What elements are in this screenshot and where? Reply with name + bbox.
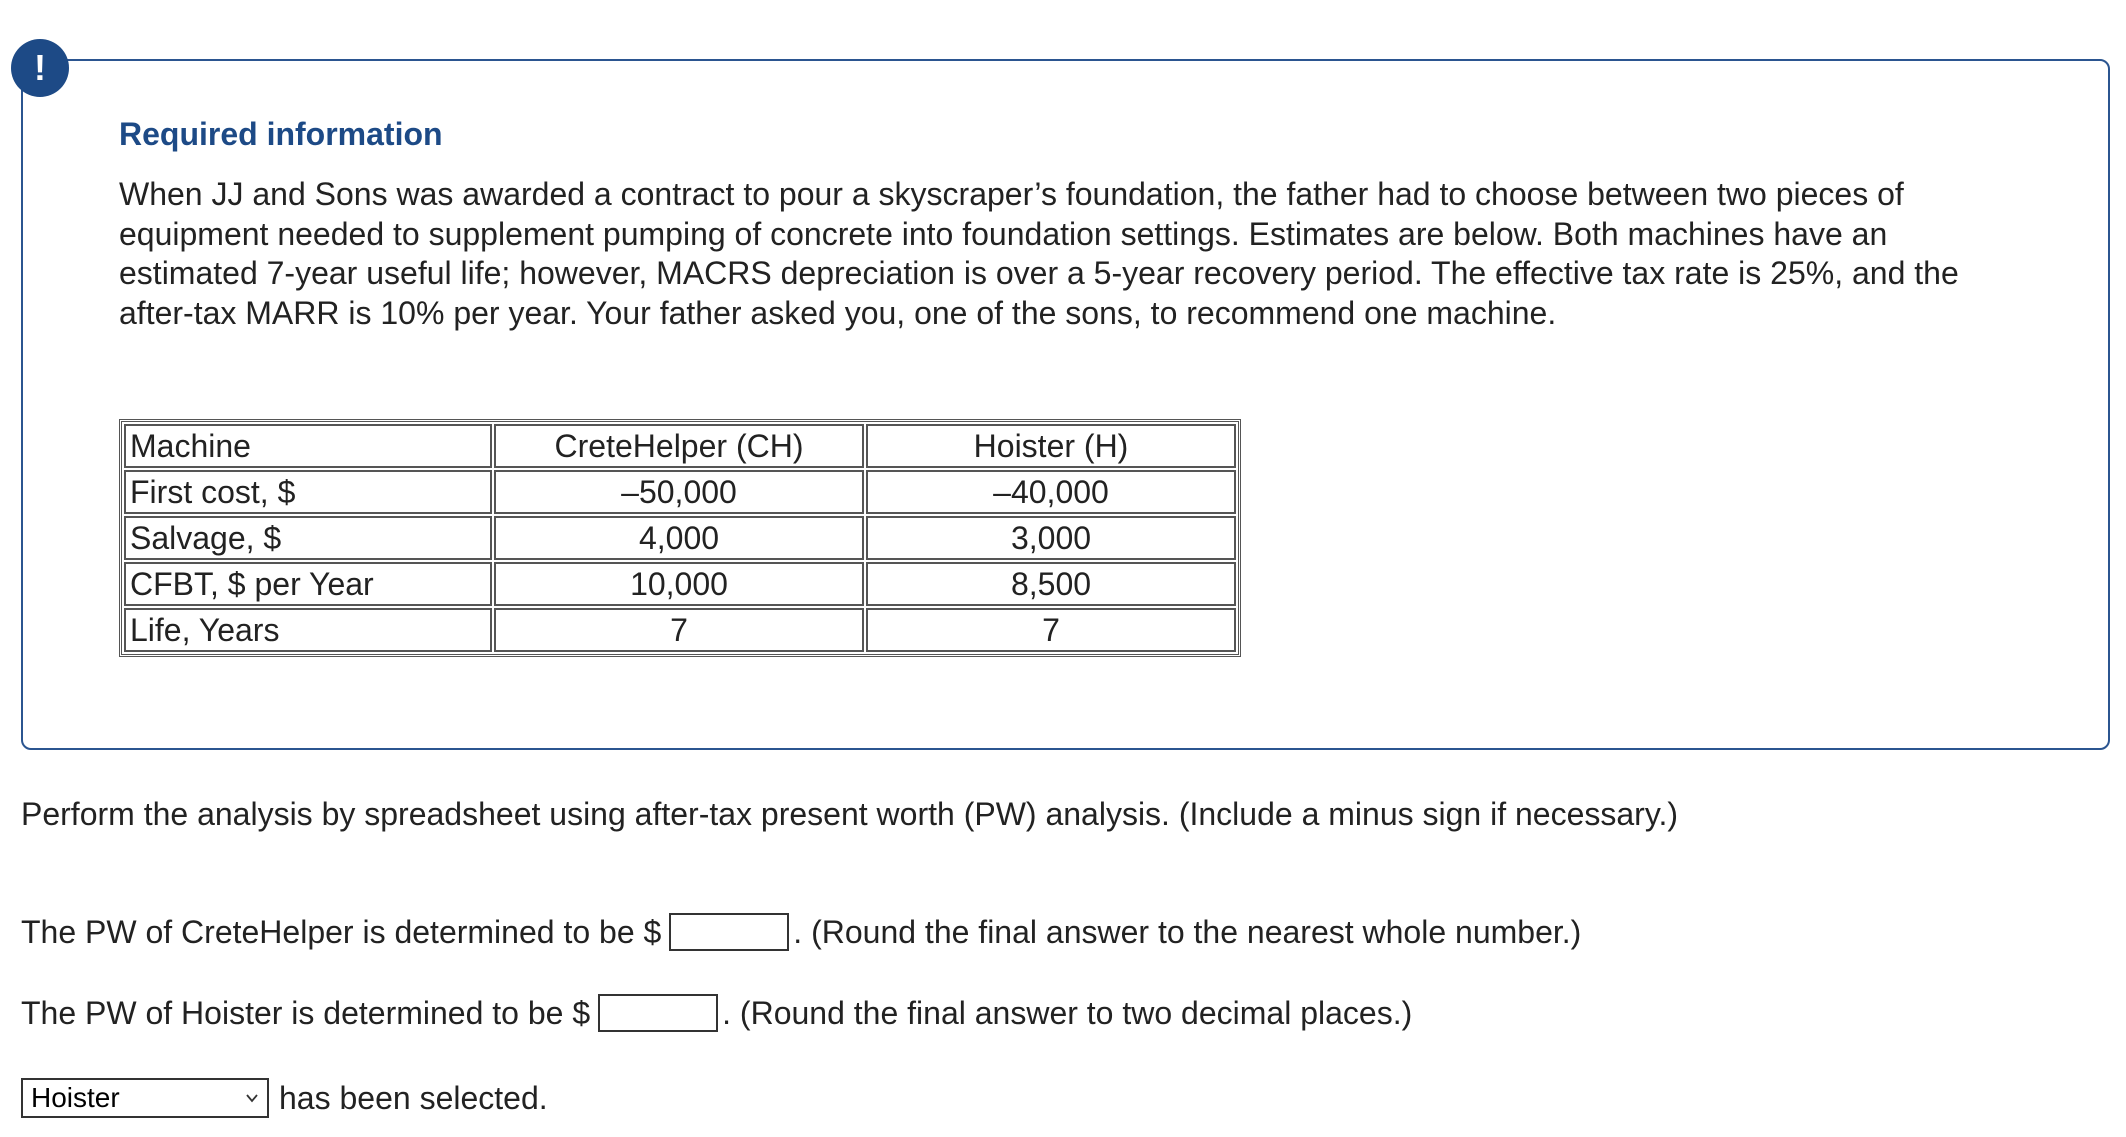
pw-cretehelper-line (21, 913, 1581, 951)
table-cell: 4,000 (494, 516, 864, 560)
table-row (124, 608, 1236, 652)
table-cell: –40,000 (866, 470, 1236, 514)
table-cell: Life, Years (124, 608, 492, 652)
pw-cretehelper-rounding-note: . (Round the final answer to the nearest whole number.) (793, 913, 1582, 950)
table-cell: 8,500 (866, 562, 1236, 606)
chevron-down-icon (245, 1091, 259, 1105)
table-cell: 7 (866, 608, 1236, 652)
machine-select-value: Hoister (31, 1082, 120, 1113)
selection-suffix-text: has been selected. (279, 1079, 548, 1116)
table-header-cell: Machine (124, 424, 492, 468)
required-information-text: When JJ and Sons was awarded a contract to pour a skyscraper’s foundation, the father had to choose between two pieces of equipment needed to supplement pumping of concrete into foundation settings. Estimates are below. Both machines have an estimated 7-year useful life; however, MACRS depreciation is over a 5-year recovery period. The effective tax rate is 25%, and the after-tax MARR is 10% per year. Your father asked you, one of the sons, to recommend one machine. (119, 176, 1959, 331)
table-cell: 3,000 (866, 516, 1236, 560)
table-header-row (124, 424, 1236, 468)
table-row (124, 470, 1236, 514)
instruction-text: Perform the analysis by spreadsheet using after-tax present worth (PW) analysis. (Include a minus sign if necessary.) (21, 796, 1678, 832)
pw-hoister-input[interactable] (598, 994, 718, 1032)
pw-cretehelper-input[interactable] (669, 913, 789, 951)
pw-hoister-rounding-note: . (Round the final answer to two decimal places.) (722, 994, 1413, 1031)
table-row (124, 516, 1236, 560)
table-cell: 10,000 (494, 562, 864, 606)
required-information-panel (21, 59, 2110, 750)
table-cell: 7 (494, 608, 864, 652)
pw-cretehelper-label: The PW of CreteHelper is determined to be $ (21, 913, 662, 950)
required-information-title: Required information (119, 116, 443, 152)
machine-select-dropdown[interactable] (21, 1078, 269, 1118)
table-cell: First cost, $ (124, 470, 492, 514)
table-cell: –50,000 (494, 470, 864, 514)
table-header-cell: Hoister (H) (866, 424, 1236, 468)
exclamation-icon: ! (11, 39, 69, 97)
table-row (124, 562, 1236, 606)
table-cell: Salvage, $ (124, 516, 492, 560)
pw-hoister-line (21, 994, 1412, 1032)
machine-estimates-table (119, 419, 1241, 657)
pw-hoister-label: The PW of Hoister is determined to be $ (21, 994, 591, 1031)
machine-selection-line (21, 1078, 548, 1118)
table-header-cell: CreteHelper (CH) (494, 424, 864, 468)
table-cell: CFBT, $ per Year (124, 562, 492, 606)
